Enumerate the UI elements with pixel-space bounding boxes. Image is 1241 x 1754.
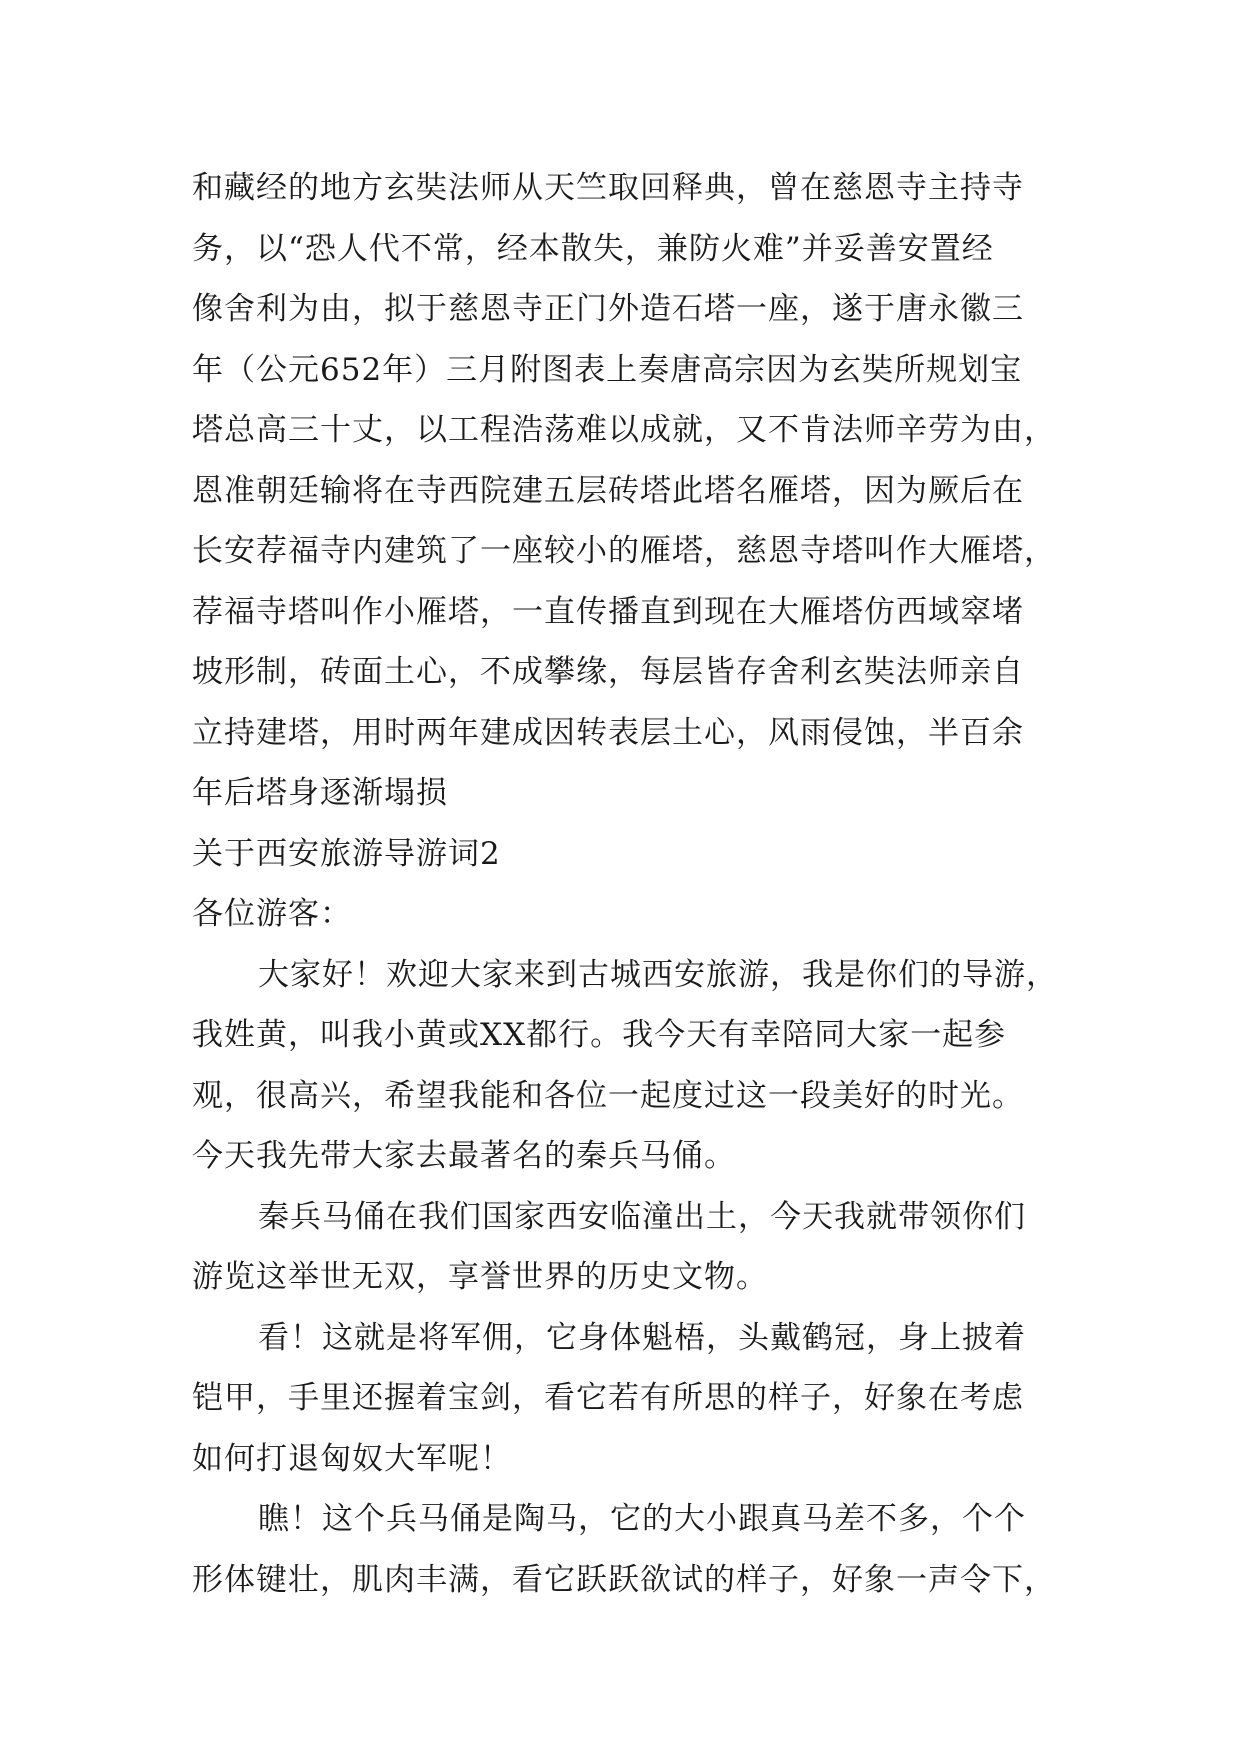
- text-line: 形体键壮，肌肉丰满，看它跃跃欲试的样子，好象一声令下，: [192, 1561, 1056, 1598]
- text-line: 和藏经的地方玄奘法师从天竺取回释典，曾在慈恩寺主持寺: [192, 170, 1024, 206]
- text-line: 恩准朝廷输将在寺西院建五层砖塔此塔名雁塔，因为厥后在: [192, 472, 1024, 509]
- text-line: 务，以“恐人代不常，经本散失，兼防火难”并妥善安置经: [192, 230, 994, 267]
- text-line: 年（公元652年）三月附图表上奏唐高宗因为玄奘所规划宝: [192, 351, 1023, 388]
- text-line: 坡形制，砖面土心，不成攀缘，每层皆存舍利玄奘法师亲自: [192, 654, 1024, 690]
- text-line: 年后塔身逐渐塌损: [192, 775, 448, 811]
- text-line: 今天我先带大家去最著名的秦兵马俑。: [192, 1138, 736, 1174]
- text-line: 塔总高三十丈，以工程浩荡难以成就，又不肯法师辛劳为由，: [192, 412, 1056, 448]
- body-text: [192, 158, 1072, 1610]
- text-line: 各位游客：: [192, 896, 352, 932]
- text-line: 立持建塔，用时两年建成因转表层土心，风雨侵蚀，半百余: [192, 714, 1024, 751]
- text-line: 看！这就是将军佣，它身体魁梧，头戴鹤冠，身上披着: [258, 1319, 1026, 1356]
- text-line: 游览这举世无双，享誉世界的历史文物。: [192, 1259, 768, 1295]
- text-line: 我姓黄，叫我小黄或XX都行。我今天有幸陪同大家一起参: [192, 1017, 1007, 1053]
- text-line: 大家好！欢迎大家来到古城西安旅游，我是你们的导游，: [258, 956, 1058, 993]
- text-line: 观，很高兴，希望我能和各位一起度过这一段美好的时光。: [192, 1077, 1024, 1114]
- text-line: 铠甲，手里还握着宝剑，看它若有所思的样子，好象在考虑: [192, 1380, 1024, 1416]
- text-line: 瞧！这个兵马俑是陶马，它的大小跟真马差不多，个个: [258, 1501, 1026, 1537]
- text-line: 秦兵马俑在我们国家西安临潼出土，今天我就带领你们: [258, 1198, 1026, 1235]
- text-line: 如何打退匈奴大军呢！: [192, 1440, 512, 1477]
- text-line: 荐福寺塔叫作小雁塔，一直传播直到现在大雁塔仿西域窣堵: [192, 593, 1024, 630]
- text-line: 长安荐福寺内建筑了一座较小的雁塔，慈恩寺塔叫作大雁塔，: [192, 533, 1056, 569]
- text-line: 关于西安旅游导游词2: [192, 835, 501, 872]
- text-line: 像舍利为由，拟于慈恩寺正门外造石塔一座，遂于唐永徽三: [192, 291, 1024, 327]
